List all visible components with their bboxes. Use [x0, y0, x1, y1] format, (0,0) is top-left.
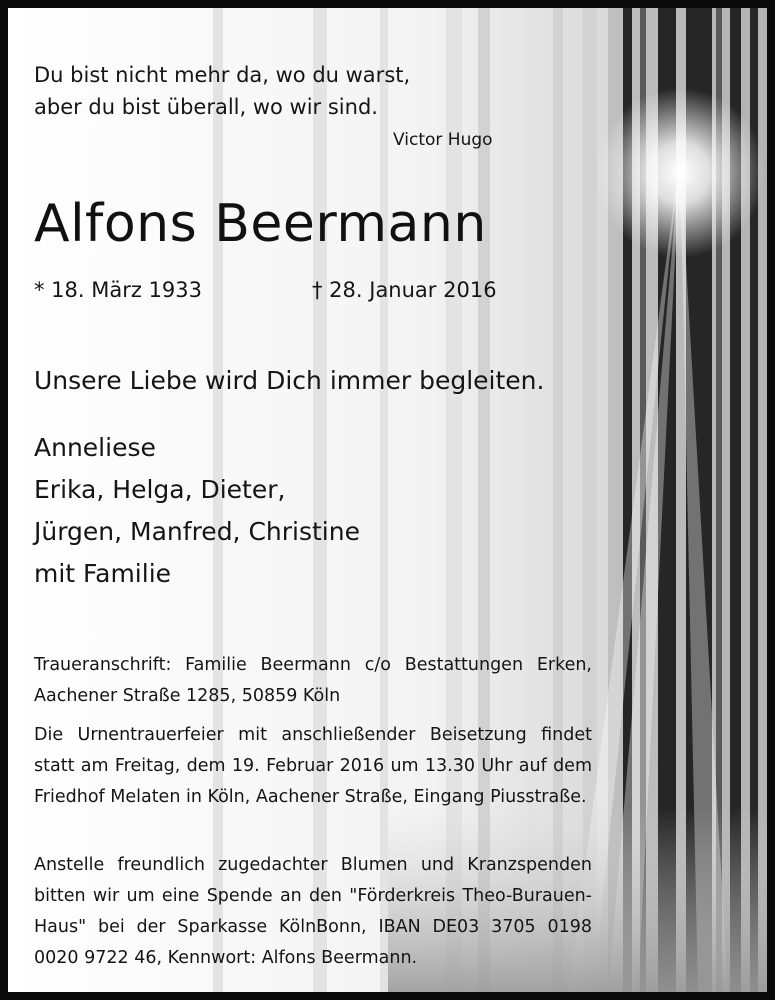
mourner-line-2: Erika, Helga, Dieter,: [34, 475, 286, 504]
notice-content: [8, 8, 767, 992]
birth-date: * 18. März 1933: [34, 278, 203, 302]
mourner-line-1: Anneliese: [34, 433, 156, 462]
ceremony-paragraph: Die Urnentrauerfeier mit anschließender Beisetzung findet statt am Freitag, dem 19. Februar 2016 um 13.30 Uhr auf dem Friedhof Melaten in Köln, Aachener Straße, Eingang Piusstraße.: [34, 725, 592, 807]
mourner-line-3: Jürgen, Manfred, Christine: [34, 517, 360, 546]
quote-author: Victor Hugo: [393, 130, 493, 150]
quote-line-2: aber du bist überall, wo wir sind.: [34, 95, 378, 119]
motto: Unsere Liebe wird Dich immer begleiten.: [34, 366, 545, 395]
deceased-name: Alfons Beermann: [34, 194, 487, 254]
quote-line-1: Du bist nicht mehr da, wo du warst,: [34, 63, 411, 87]
death-date: † 28. Januar 2016: [312, 278, 497, 302]
donation-paragraph: Anstelle freundlich zugedachter Blumen und Kranzspenden bitten wir um eine Spende an den "Förderkreis Theo-Burauen-Haus" bei der Sparkasse KölnBonn, IBAN DE03 3705 0198 0020 9722 46, Kennwort: Alfons Beermann.: [34, 855, 592, 968]
mourner-line-4: mit Familie: [34, 559, 172, 588]
address-paragraph: Traueranschrift: Familie Beermann c/o Bestattungen Erken, Aachener Straße 1285, 50859 Köln: [34, 655, 592, 706]
